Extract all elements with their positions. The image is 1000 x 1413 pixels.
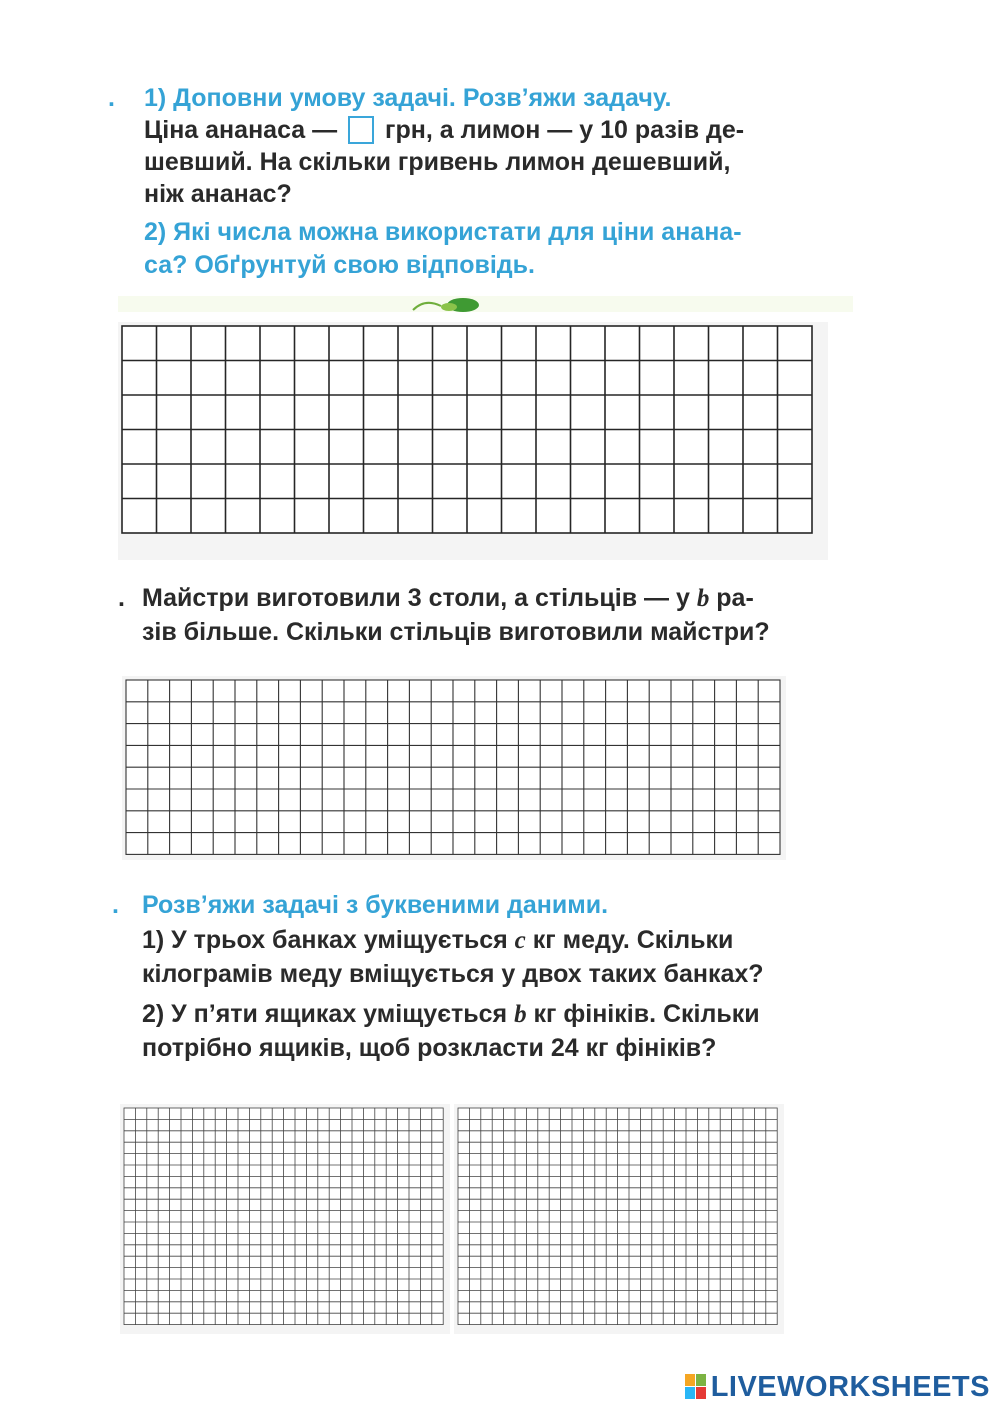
answer-input-box[interactable] [348, 116, 374, 144]
task1-text-part: Ціна ананаса — [144, 116, 338, 144]
leaf-icon [405, 296, 485, 312]
task3-number: . [112, 891, 119, 919]
task3-text-part: 1) У трьох банках уміщується [142, 926, 508, 954]
task2-text-line: зів більше. Скільки стільців виготовили майстри? [142, 618, 770, 646]
task1-text-line [144, 114, 744, 146]
task3-text-part: 2) У п’яти ящиках уміщується [142, 1000, 508, 1028]
task1-subtask: 2) Які числа можна використати для ціни анана- [144, 218, 742, 246]
variable-b: b [514, 1001, 527, 1028]
task2-number: . [118, 584, 125, 612]
task2-text-part: Майстри виготовили 3 столи, а стільців — у [142, 584, 690, 612]
variable-b: b [696, 585, 710, 612]
task3-heading: Розв’яжи задачі з буквеними даними. [142, 891, 609, 919]
task2-text-line [142, 582, 754, 615]
answer-grid-2[interactable] [122, 676, 786, 860]
task3-text-line [142, 998, 760, 1031]
task3-text-line [142, 924, 733, 957]
logo-mark-icon [685, 1374, 707, 1400]
answer-grid-3-right[interactable] [454, 1104, 784, 1334]
variable-c: c [514, 927, 526, 954]
liveworksheets-logo [685, 1369, 990, 1405]
answer-grid-1[interactable] [118, 322, 828, 560]
task1-text-line: шевший. На скільки гривень лимон дешевший, [144, 148, 731, 176]
answer-grid-3-left[interactable] [120, 1104, 450, 1334]
task2-text-part: ра- [716, 584, 754, 612]
task1-subtask: са? Обґрунтуй свою відповідь. [144, 251, 535, 279]
task3-text-line: потрібно ящиків, щоб розкласти 24 кг фініків? [142, 1034, 717, 1062]
task3-text-part: кг меду. Скільки [532, 926, 734, 954]
task1-number: . [108, 84, 115, 112]
task1-text-part: грн, а лимон — у 10 разів де- [385, 116, 745, 144]
task1-heading: 1) Доповни умову задачі. Розв’яжи задачу. [144, 84, 672, 112]
logo-text: LIVEWORKSHEETS [710, 1370, 990, 1403]
task3-text-part: кг фініків. Скільки [533, 1000, 760, 1028]
task3-text-line: кілограмів меду вміщується у двох таких банках? [142, 960, 764, 988]
task1-text-line: ніж ананас? [144, 180, 292, 208]
decorative-strip [118, 296, 853, 312]
